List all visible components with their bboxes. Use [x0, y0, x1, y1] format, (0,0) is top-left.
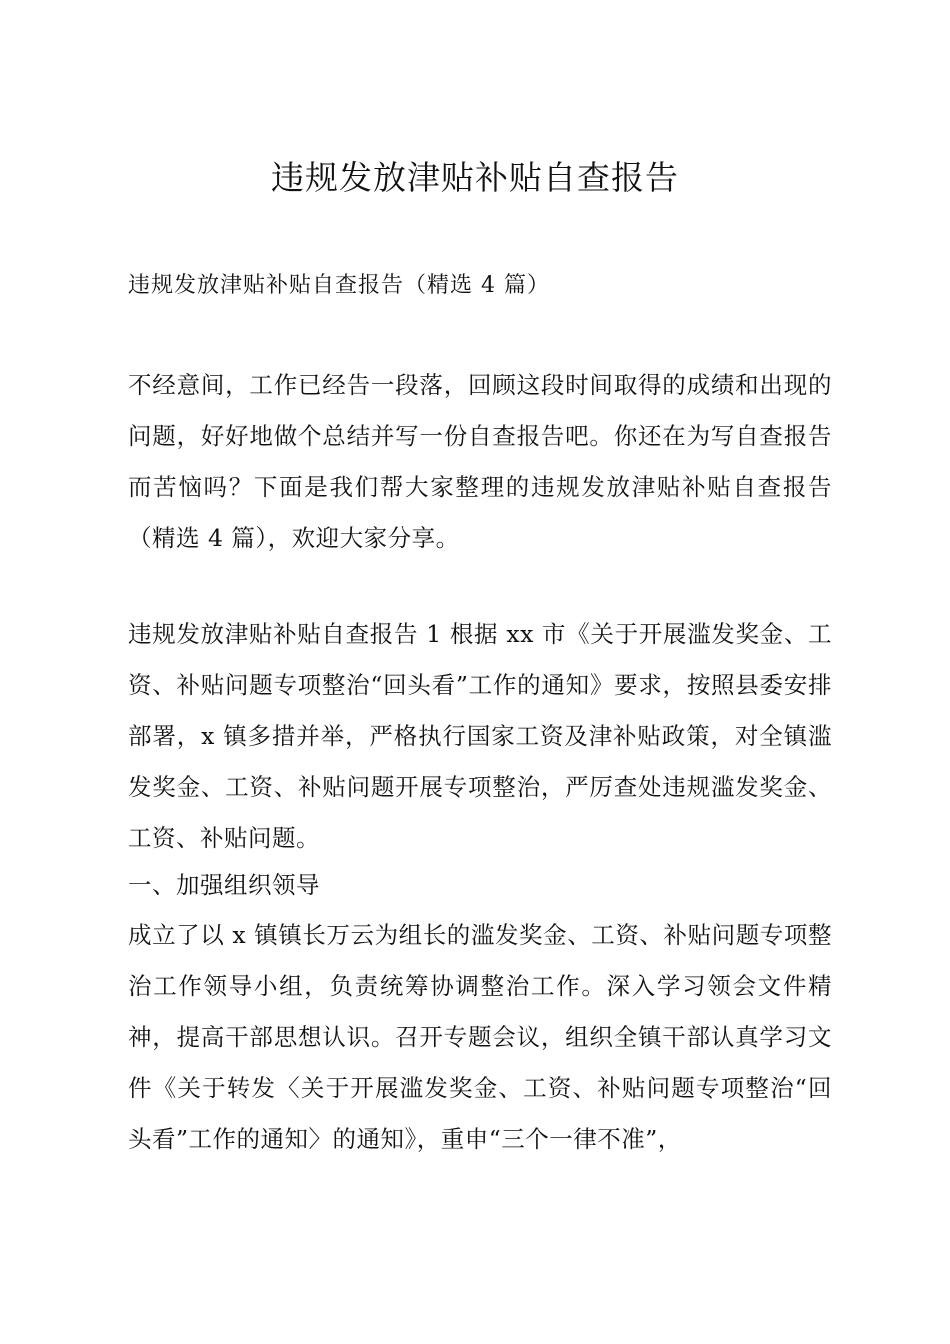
document-title: 违规发放津贴补贴自查报告 — [271, 158, 679, 197]
report-1-paragraph: 违规发放津贴补贴自查报告 1 根据 xx 市《关于开展滥发奖金、工资、补贴问题专项整治“回头看”工作的通知》要求，按照县委安排部署，x 镇多措并举，严格执行国家工资及津补贴政策，对全镇滥发奖金、工资、补贴问题开展专项整治，严厉查处违规滥发奖金、工资、补贴问题。 — [128, 620, 832, 852]
intro-paragraph: 不经意间，工作已经告一段落，回顾这段时间取得的成绩和出现的问题，好好地做个总结并写一份自查报告吧。你还在为写自查报告而苦恼吗？下面是我们帮大家整理的违规发放津贴补贴自查报告（精选 4 篇），欢迎大家分享。 — [128, 371, 832, 552]
document-subtitle: 违规发放津贴补贴自查报告（精选 4 篇） — [128, 273, 550, 298]
section-heading: 一、加强组织领导 — [128, 871, 320, 899]
section-paragraph: 成立了以 x 镇镇长万云为组长的滥发奖金、工资、补贴问题专项整治工作领导小组，负责统筹协调整治工作。深入学习领会文件精神，提高干部思想认识。召开专题会议，组织全镇干部认真学习文件《关于转发〈关于开展滥发奖金、工资、补贴问题专项整治“回头看”工作的通知〉的通知》，重申“三个一律不准”， — [128, 921, 832, 1153]
